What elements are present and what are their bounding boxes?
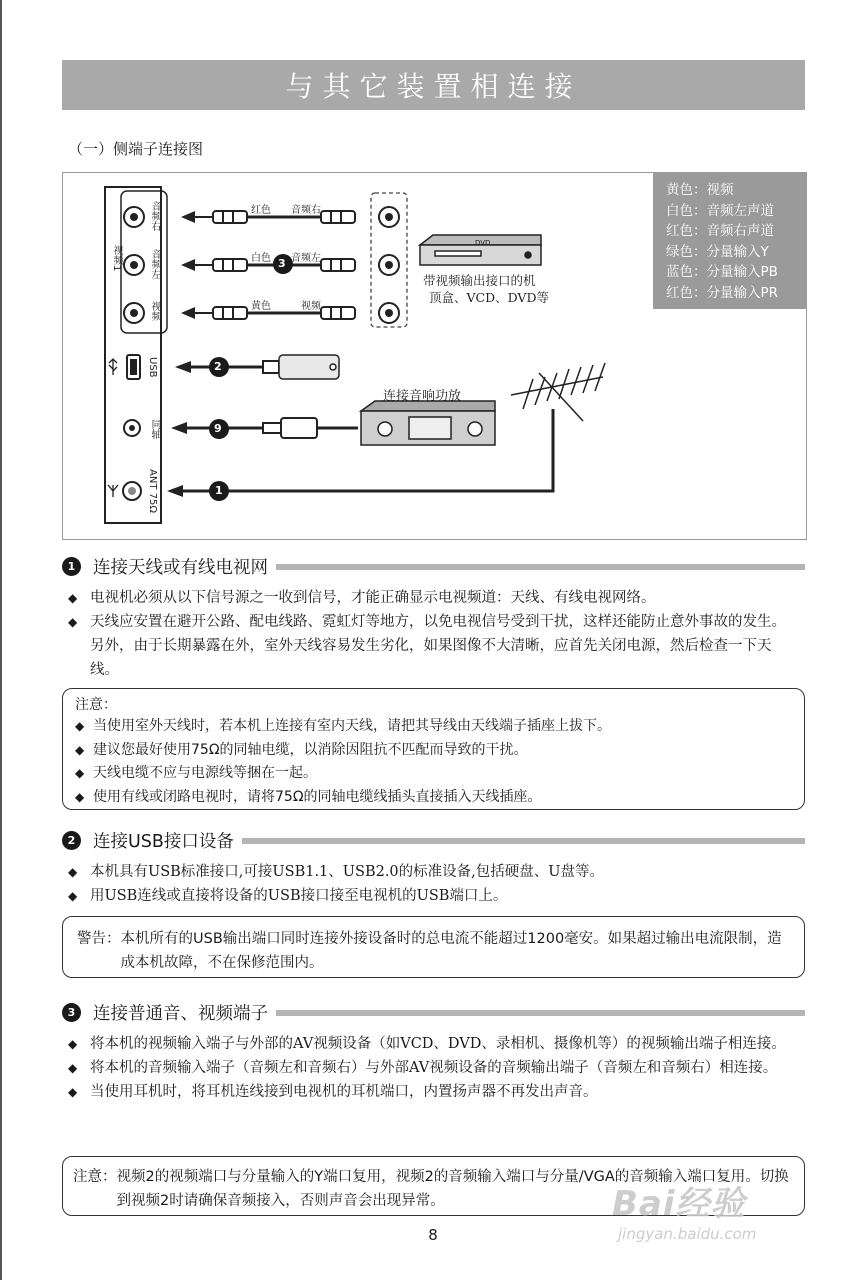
- section3-title: 连接普通音、视频端子: [93, 1004, 268, 1024]
- cable-label-video: 视频: [301, 301, 321, 312]
- section2-bullet-1: ◆ 本机具有USB标准接口,可接USB1.1、USB2.0的标准设备,包括硬盘、U盘等。: [68, 860, 800, 884]
- section2-warning-box: [62, 916, 805, 978]
- usb-port-icon: [127, 355, 140, 379]
- usb-stick-icon: [279, 355, 339, 379]
- cable-label-audio-left: 音频左: [291, 253, 321, 264]
- section3-rule: [276, 1010, 805, 1016]
- section1-bullet-2: ◆ 天线应安置在避开公路、配电线路、霓虹灯等地方，以免电视信号受到干扰，这样还能防止意外事故的发生。另外，由于长期暴露在外，室外天线容易发生劣化，如果图像不大清晰，应首先关闭电源，然后检查一下天线。: [68, 610, 800, 682]
- section2-rule: [242, 838, 805, 844]
- section1-note-box: [62, 688, 805, 810]
- amp-caption: 连接音响功放: [383, 389, 462, 404]
- dvd-badge: DVD: [475, 239, 491, 247]
- panel-label-coaxial: 同轴: [149, 419, 160, 439]
- legend-red-pr: 红色：分量输入PR: [666, 284, 779, 301]
- section1-note-2: ◆ 建议您最好使用75Ω的同轴电缆，以消除因阻抗不匹配而导致的干扰。: [75, 739, 792, 763]
- amplifier-icon: [361, 401, 495, 445]
- usb-symbol-icon: [109, 359, 117, 375]
- cable-label-yellow: 黄色: [251, 301, 271, 312]
- section2-warning-label: 警告：: [77, 931, 121, 947]
- section3-bullet-3: ◆ 当使用耳机时，将耳机连线接到电视机的耳机端口，内置扬声器不再发出声音。: [68, 1080, 800, 1104]
- legend-green: 绿色：分量输入Y: [666, 243, 769, 260]
- section1-heading: [62, 554, 805, 579]
- section1-note-4: ◆ 使用有线或闭路电视时，请将75Ω的同轴电缆线插头直接插入天线插座。: [75, 786, 792, 810]
- section2-warning-text: 本机所有的USB输出端口同时连接外接设备时的总电流不能超过1200毫安。如果超过输出电流限制，造成本机故障，不在保修范围内。: [120, 931, 782, 971]
- section1-bullets: [68, 586, 800, 682]
- jack-video-icon: [124, 303, 144, 323]
- section2-title: 连接USB接口设备: [93, 832, 234, 852]
- device-caption-line2: 顶盒、VCD、DVD等: [429, 290, 549, 305]
- legend-red: 红色：音频右声道: [666, 223, 774, 239]
- callout-coax-number: 9: [214, 422, 222, 435]
- panel-label-group: 视频1: [111, 245, 122, 272]
- panel-label-audio-right: 音频右: [149, 201, 160, 231]
- page-edge-rule: [0, 0, 2, 1280]
- section1-bullet-1: ◆ 电视机必须从以下信号源之一收到信号，才能正确显示电视频道：天线、有线电视网络。: [68, 586, 800, 610]
- section1-number-badge: 1: [62, 557, 81, 576]
- panel-label-video: 视频: [149, 301, 160, 321]
- section2-bullet-2: ◆ 用USB连线或直接将设备的USB接口接至电视机的USB端口上。: [68, 884, 800, 908]
- section2-bullets: [68, 860, 800, 908]
- jack-antenna-icon: [123, 482, 141, 500]
- page-number: 8: [428, 1226, 438, 1244]
- jack-audio-right-icon: [124, 207, 144, 227]
- connection-diagram: [62, 172, 807, 540]
- jack-coax-icon: [124, 420, 140, 436]
- jack-audio-left-icon: [124, 255, 144, 275]
- panel-label-audio-left: 音频左: [149, 249, 160, 279]
- callout-av-number: 3: [278, 257, 286, 270]
- panel-label-usb: USB: [147, 357, 158, 378]
- diagram-artwork: [63, 173, 806, 539]
- outdoor-antenna-icon: [511, 363, 605, 421]
- device-caption-line1: 带视频输出接口的机: [423, 273, 536, 288]
- legend-blue: 蓝色：分量输入PB: [666, 264, 778, 280]
- cable-label-white: 白色: [251, 253, 271, 264]
- section3-note-text: 视频2的视频端口与分量输入的Y端口复用，视频2的音频输入端口与分量/VGA的音频输入端口复用。切换到视频2时请确保音频接入，否则声音会出现异常。: [116, 1169, 789, 1209]
- device-jack-video-icon: [379, 303, 399, 323]
- callout-antenna-number: 1: [215, 484, 223, 497]
- section2-heading: [62, 828, 805, 853]
- section1-note-title: 注意：: [75, 697, 117, 713]
- page-title: 与其它装置相连接: [62, 60, 805, 110]
- legend-yellow: 黄色：视频: [666, 182, 734, 198]
- section3-note-label: 注意：: [73, 1169, 117, 1185]
- coax-cable: [171, 418, 358, 438]
- antenna-symbol-icon: [108, 485, 118, 497]
- section1-note-3: ◆ 天线电缆不应与电源线等捆在一起。: [75, 762, 792, 786]
- section3-bullet-1: ◆ 将本机的视频输入端子与外部的AV视频设备（如VCD、DVD、录相机、摄像机等）的视频输出端子相连接。: [68, 1032, 800, 1056]
- section2-number-badge: 2: [62, 831, 81, 850]
- section1-title: 连接天线或有线电视网: [93, 558, 268, 578]
- section3-heading: [62, 1000, 805, 1025]
- panel-label-antenna: ANT 75Ω: [147, 469, 158, 513]
- cable-label-audio-right: 音频右: [291, 205, 321, 216]
- section3-bullets: [68, 1032, 800, 1104]
- watermark-url: jingyan.baidu.com: [618, 1225, 757, 1243]
- section3-number-badge: 3: [62, 1003, 81, 1022]
- watermark-logo: Bai经验: [612, 1184, 746, 1224]
- section1-rule: [276, 564, 805, 570]
- diagram-subheading: （一）侧端子连接图: [68, 140, 204, 158]
- device-jack-left-icon: [379, 255, 399, 275]
- cable-label-red: 红色: [251, 205, 271, 216]
- callout-usb-number: 2: [214, 360, 222, 373]
- section1-note-1: ◆ 当使用室外天线时，若本机上连接有室内天线，请把其导线由天线端子插座上拔下。: [75, 715, 792, 739]
- device-jack-right-icon: [379, 207, 399, 227]
- legend-white: 白色：音频左声道: [666, 202, 774, 219]
- section3-bullet-2: ◆ 将本机的音频输入端子（音频左和音频右）与外部AV视频设备的音频输出端子（音频左和音频右）相连接。: [68, 1056, 800, 1080]
